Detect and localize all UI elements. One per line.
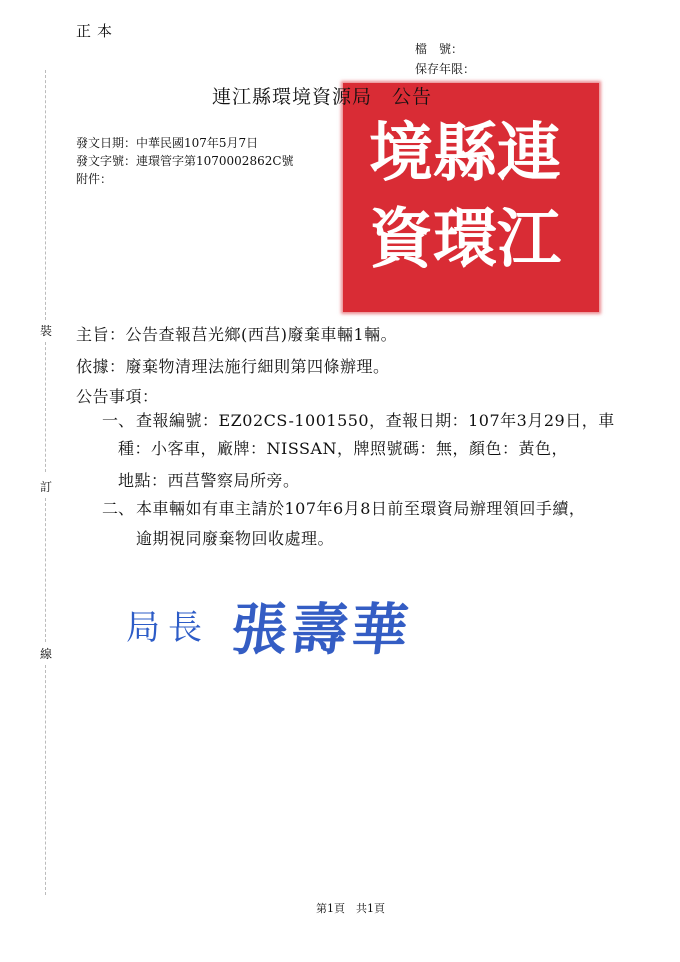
item-2-number: 二、 — [102, 499, 135, 518]
announcement-items-heading: 公告事項： — [76, 387, 159, 406]
binding-mark-bind: 裝 — [40, 324, 53, 338]
attachment-label: 附件： — [76, 172, 113, 186]
item-1-number: 一、 — [102, 411, 135, 430]
item-1-line-1: 查報編號：EZ02CS-1001550，查報日期：107年3月29日，車 — [136, 411, 615, 430]
seal-lettering: 連 江 縣 環 境 資 — [369, 116, 561, 277]
binding-mark-staple: 訂 — [40, 480, 53, 494]
item-1-line-3: 地點：西莒警察局所旁。 — [118, 471, 300, 490]
binding-line-top — [45, 70, 46, 320]
reference-number: 發文字號：連環管字第1070002862C號 — [76, 154, 294, 168]
item-2-line-1: 本車輛如有車主請於107年6月8日前至環資局辦理領回手續， — [136, 499, 586, 518]
basis-line: 依據：廢棄物清理法施行細則第四條辦理。 — [76, 357, 390, 376]
official-seal — [343, 83, 599, 312]
item-2-line-2: 逾期視同廢棄物回收處理。 — [136, 529, 335, 548]
binding-line-bottom — [45, 665, 46, 895]
retention-period-label: 保存年限： — [415, 62, 476, 76]
archive-number-label: 檔 號： — [415, 42, 464, 56]
page-footer: 第1頁 共1頁 — [316, 902, 385, 915]
issue-date: 發文日期：中華民國107年5月7日 — [76, 136, 259, 150]
signature-name: 張壽華 — [228, 598, 415, 663]
binding-line-mid — [45, 342, 46, 472]
subject-line: 主旨：公告查報莒光鄉(西莒)廢棄車輛1輛。 — [76, 325, 398, 344]
document-title: 連江縣環境資源局 公告 — [212, 86, 433, 108]
original-copy-label: 正本 — [76, 22, 119, 40]
binding-line-low — [45, 498, 46, 642]
item-1-line-2: 種：小客車，廠牌：NISSAN，牌照號碼：無，顏色：黃色， — [118, 439, 569, 458]
signature-title: 局長 — [126, 608, 210, 648]
binding-mark-line: 線 — [40, 647, 53, 661]
